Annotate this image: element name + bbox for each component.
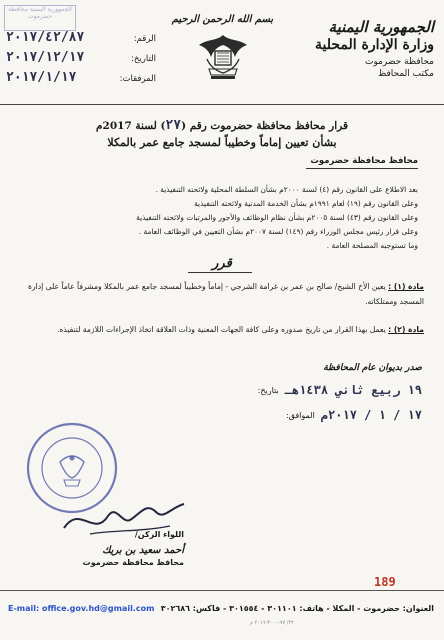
- ref-number-row: الرقم: ٢٠١٧/٤٢/٨٧: [6, 30, 156, 45]
- yemen-eagle-emblem-icon: [195, 29, 251, 81]
- signature-block: [44, 530, 184, 567]
- preamble-line: بعد الاطلاع على القانون رقم (٤) لسنة ٢٠٠٠م بشأن السلطة المحلية ولائحته التنفيذية .: [155, 185, 418, 194]
- contact-email[interactable]: E-mail: office.gov.hd@gmail.com: [8, 604, 155, 613]
- attachments-value: ٢٠١٧/١/١٧: [6, 70, 77, 85]
- letterhead-left-meta: [6, 30, 156, 90]
- preamble-line: وما تستوجبه المصلحة العامة .: [326, 241, 418, 250]
- addressee-underline: [306, 168, 418, 169]
- decree-title: قرار محافظ محافظة حضرموت رقم (٢٧) لسنة 2017م: [96, 118, 348, 133]
- hijri-date-row: بتاريخ: ١٩ ربيع ثاني ١٤٣٨هـ: [257, 383, 422, 397]
- office-name: مكتب المحافظ: [377, 69, 434, 79]
- gregorian-date-row: الموافق: ١٧ / ١ / ٢٠١٧م: [285, 408, 422, 422]
- footer: [0, 598, 444, 624]
- preamble-line: وعلى قرار رئيس مجلس الوزراء رقم (١٤٩) لسنة ٢٠٠٧م بشأن التعيين في الوظائف العامة .: [138, 227, 418, 236]
- article-1: [24, 279, 424, 309]
- page-number: 189: [374, 575, 396, 589]
- article-2-label: مادة (٢) :: [388, 325, 424, 334]
- preamble-line: وعلى القانون رقم (١٩) لعام ١٩٩١م بشأن الخدمة المدنية ولائحته التنفيذية: [194, 199, 418, 208]
- letterhead-center: [165, 14, 280, 85]
- article-2: [24, 322, 424, 337]
- contact-address: العنوان: حضرموت - المكلا - هاتف: ٣٠١١٠١ - ٣٠١٥٥٤ - فاكس: ٣٠٢٦٨٦: [160, 604, 434, 613]
- letterhead-right: [284, 18, 434, 80]
- article-2-text: يعمل بهذا القرار من تاريخ صدوره وعلى كافة الجهات المعنية وذات العلاقة اتخاذ الإجراءات اللازمة لتنفيذه.: [56, 325, 386, 334]
- article-1-label: مادة (١) :: [388, 282, 424, 291]
- ref-number-value: ٢٠١٧/٤٢/٨٧: [6, 30, 85, 45]
- attachments-row: المرفقات: ٢٠١٧/١/١٧: [6, 70, 156, 85]
- basmala: بسم الله الرحمن الرحيم: [171, 14, 274, 25]
- addressee: محافظ محافظة حضرموت: [310, 156, 418, 166]
- signer-name: أحمد سعيد بن بريك: [102, 545, 184, 556]
- decided-heading: قرر: [212, 256, 232, 271]
- ministry-name: وزارة الإدارة المحلية: [315, 37, 434, 53]
- article-1-text: يعين الأخ الشيخ/ صالح بن عمر بن غرامة الشرجي - إماماً وخطيباً لمسجد جامع عمر بالمكلا ومشرفاً عاماً على إدارة المسجد وممتلكاته.: [27, 282, 424, 306]
- date-row: التاريخ: ٢٠١٧/١٢/١٧: [6, 50, 156, 65]
- decided-underline: [188, 272, 252, 273]
- gregorian-date-value: ١٧ / ١ / ٢٠١٧م: [320, 408, 422, 422]
- decree-subtitle: بشأن تعيين إماماً وخطيباً لمسجد جامع عمر بالمكلا: [107, 136, 337, 149]
- preamble: [26, 183, 418, 253]
- preamble-line: وعلى القانون رقم (٤٣) لسنة ٢٠٠٥م بشأن نظام الوظائف والأجور والمرتبات ولائحته التنفيذية: [136, 213, 418, 222]
- issued-at: صدر بديوان عام المحافظة: [323, 363, 422, 373]
- receipt-stamp: الجمهورية اليمنية محافظة حضرموت: [4, 5, 76, 31]
- hijri-date-value: ١٩ ربيع ثاني ١٤٣٨هـ: [284, 383, 422, 397]
- date-value: ٢٠١٧/١٢/١٧: [6, 50, 85, 65]
- signer-title: محافظ محافظة حضرموت: [82, 558, 184, 567]
- decree-number: ٢٧: [165, 118, 182, 133]
- republic-name: الجمهورية اليمنية: [328, 18, 434, 36]
- print-note: ٢٢/ ٧٧-٣٠٠٠-٢٠١٦ م: [250, 620, 294, 626]
- signer-rank: اللواء الركن/: [134, 530, 184, 539]
- header-divider: [0, 104, 444, 105]
- footer-divider: [0, 590, 444, 591]
- governorate-name: محافظة حضرموت: [364, 57, 434, 67]
